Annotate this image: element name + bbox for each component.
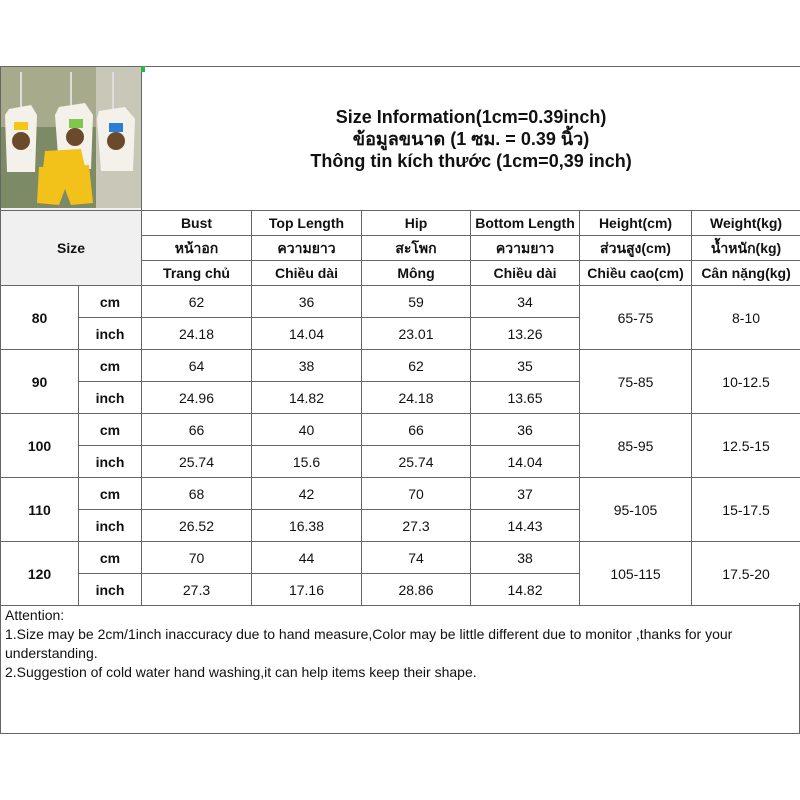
col-bust-vi: Trang chủ: [142, 261, 252, 286]
cm-value: 38: [252, 350, 362, 382]
unit-inch-label: inch: [79, 446, 142, 478]
weight-range: 8-10: [692, 286, 800, 350]
table-row: [1, 286, 800, 318]
col-weight-en: Weight(kg): [692, 211, 800, 236]
size-label: 80: [1, 286, 79, 350]
inch-value: 26.52: [142, 510, 252, 542]
weight-range: 10-12.5: [692, 350, 800, 414]
inch-value: 16.38: [252, 510, 362, 542]
size-label: 120: [1, 542, 79, 606]
cm-value: 36: [252, 286, 362, 318]
unit-cm-label: cm: [79, 414, 142, 446]
col-weight-th: น้ำหนัก(kg): [692, 236, 800, 261]
col-top-length-th: ความยาว: [252, 236, 362, 261]
inch-value: 27.3: [142, 574, 252, 606]
size-header: Size: [1, 211, 142, 286]
cm-value: 70: [142, 542, 252, 574]
col-bust-th: หน้าอก: [142, 236, 252, 261]
unit-inch-label: inch: [79, 318, 142, 350]
cm-value: 68: [142, 478, 252, 510]
unit-inch-label: inch: [79, 382, 142, 414]
cm-value: 74: [362, 542, 471, 574]
cm-value: 42: [252, 478, 362, 510]
cm-value: 34: [471, 286, 580, 318]
inch-value: 14.04: [252, 318, 362, 350]
weight-range: 15-17.5: [692, 478, 800, 542]
inch-value: 13.26: [471, 318, 580, 350]
weight-range: 12.5-15: [692, 414, 800, 478]
cm-value: 62: [142, 286, 252, 318]
inch-value: 14.04: [471, 446, 580, 478]
cm-value: 37: [471, 478, 580, 510]
cm-value: 66: [362, 414, 471, 446]
table-row: [1, 350, 800, 382]
cm-value: 40: [252, 414, 362, 446]
col-height-th: ส่วนสูง(cm): [580, 236, 692, 261]
cm-value: 59: [362, 286, 471, 318]
size-label: 90: [1, 350, 79, 414]
unit-cm-label: cm: [79, 286, 142, 318]
table-row: [1, 542, 800, 574]
product-photo: [1, 67, 142, 211]
cm-value: 62: [362, 350, 471, 382]
height-range: 105-115: [580, 542, 692, 606]
title-english: Size Information(1cm=0.39inch): [335, 106, 607, 127]
inch-value: 23.01: [362, 318, 471, 350]
col-bottom-length-vi: Chiều dài: [471, 261, 580, 286]
cm-value: 35: [471, 350, 580, 382]
col-bottom-length-en: Bottom Length: [471, 211, 580, 236]
inch-value: 14.82: [471, 574, 580, 606]
col-bottom-length-th: ความยาว: [471, 236, 580, 261]
col-hip-th: สะโพก: [362, 236, 471, 261]
table-row: [1, 478, 800, 510]
size-info-title: [142, 67, 800, 211]
product-photo-icon: [1, 67, 142, 208]
col-weight-vi: Cân nặng(kg): [692, 261, 800, 286]
inch-value: 28.86: [362, 574, 471, 606]
cm-value: 64: [142, 350, 252, 382]
height-range: 65-75: [580, 286, 692, 350]
col-hip-en: Hip: [362, 211, 471, 236]
inch-value: 25.74: [362, 446, 471, 478]
size-chart-table: [0, 66, 800, 606]
inch-value: 24.18: [362, 382, 471, 414]
height-range: 85-95: [580, 414, 692, 478]
unit-inch-label: inch: [79, 510, 142, 542]
col-hip-vi: Mông: [362, 261, 471, 286]
unit-cm-label: cm: [79, 478, 142, 510]
inch-value: 14.82: [252, 382, 362, 414]
col-height-vi: Chiều cao(cm): [580, 261, 692, 286]
inch-value: 15.6: [252, 446, 362, 478]
cm-value: 44: [252, 542, 362, 574]
corner-marker: [141, 66, 145, 72]
inch-value: 24.96: [142, 382, 252, 414]
unit-cm-label: cm: [79, 350, 142, 382]
col-top-length-en: Top Length: [252, 211, 362, 236]
notes-line-1: 1.Size may be 2cm/1inch inaccuracy due to hand measure,Color may be little different due to monitor ,thanks for your understanding.: [5, 626, 733, 661]
size-label: 110: [1, 478, 79, 542]
height-range: 95-105: [580, 478, 692, 542]
notes-line-2: 2.Suggestion of cold water hand washing,it can help items keep their shape.: [5, 664, 477, 680]
cm-value: 70: [362, 478, 471, 510]
unit-cm-label: cm: [79, 542, 142, 574]
title-thai: ข้อมูลขนาด (1 ซม. = 0.39 นิ้ว): [352, 128, 590, 149]
cm-value: 66: [142, 414, 252, 446]
attention-notes: [0, 603, 800, 734]
weight-range: 17.5-20: [692, 542, 800, 606]
cm-value: 36: [471, 414, 580, 446]
col-top-length-vi: Chiều dài: [252, 261, 362, 286]
unit-inch-label: inch: [79, 574, 142, 606]
col-bust-en: Bust: [142, 211, 252, 236]
inch-value: 14.43: [471, 510, 580, 542]
inch-value: 24.18: [142, 318, 252, 350]
inch-value: 13.65: [471, 382, 580, 414]
size-label: 100: [1, 414, 79, 478]
inch-value: 25.74: [142, 446, 252, 478]
inch-value: 17.16: [252, 574, 362, 606]
table-row: [1, 414, 800, 446]
col-height-en: Height(cm): [580, 211, 692, 236]
notes-heading: Attention:: [5, 607, 65, 623]
cm-value: 38: [471, 542, 580, 574]
height-range: 75-85: [580, 350, 692, 414]
title-vietnamese: Thông tin kích thước (1cm=0,39 inch): [310, 150, 632, 171]
inch-value: 27.3: [362, 510, 471, 542]
